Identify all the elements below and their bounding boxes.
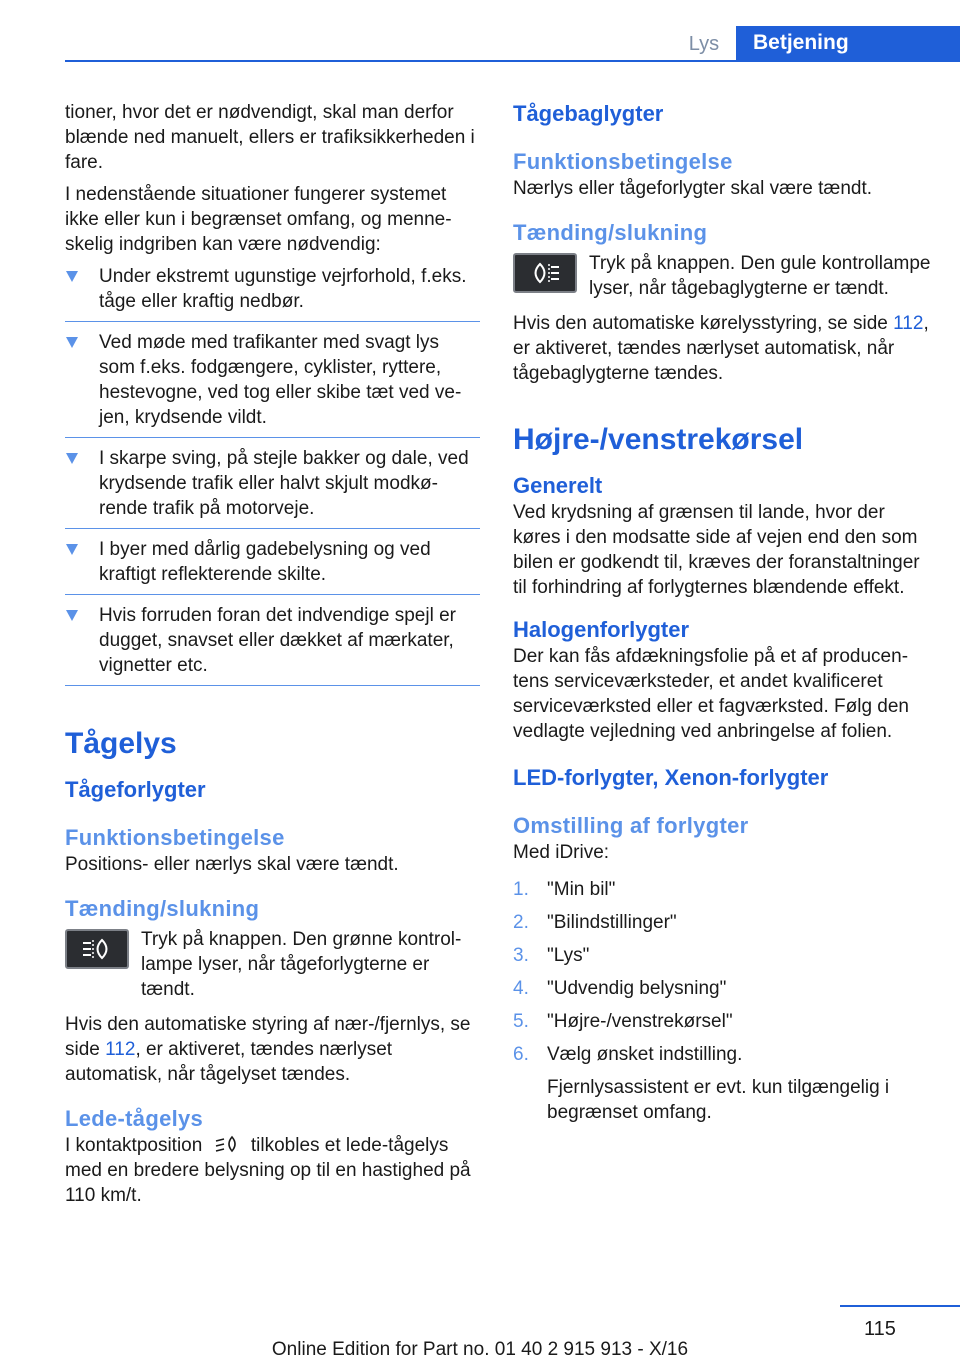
list-item: 5. "Højre-/venstrekørsel"	[513, 1011, 733, 1032]
heading-tagebaglygter: Tågebaglygter	[513, 101, 664, 126]
page-reference-link[interactable]: 112	[893, 313, 924, 334]
heading-taending: Tænding/slukning	[65, 896, 260, 921]
list-item: 2. "Bilindstillinger"	[513, 912, 677, 933]
heading-led-xenon: LED-forlygter, Xenon-forlygter	[513, 765, 829, 790]
list-item: Ved møde med trafikanter med svagt lys som f.eks. fodgængere, cyklister, ryttere, hestevogne, ved tog eller skibe tæt ved vejen, krydsende vildt.	[65, 330, 480, 438]
rear-fog-button-row	[513, 251, 933, 301]
list-item: I byer med dårlig gadebelysning og ved kraftigt reflekterende skilte.	[65, 537, 480, 595]
list-item: 3. "Lys"	[513, 945, 590, 966]
header-tab: Betjening	[736, 26, 960, 62]
list-item: 4. "Udvendig belysning"	[513, 978, 727, 999]
list-item: I skarpe sving, på stejle bakker og dale, ved krydsende trafik eller halvt skjult modkørende trafik på motorveje.	[65, 446, 480, 529]
list-item: 6. Vælg ønsket indstilling.	[513, 1044, 743, 1065]
button-description: Tryk på knappen. Den grønne kontrollampe lyser, når tågeforlygterne er tændt.	[141, 929, 462, 1000]
page-number: 115	[864, 1318, 896, 1340]
paragraph: Med iDrive:	[513, 842, 610, 863]
heading-halogenforlygter: Halogenforlygter	[513, 617, 690, 642]
heading-taending: Tænding/slukning	[513, 220, 708, 245]
heading-tageforlygter: Tågeforlygter	[65, 777, 206, 802]
heading-tagelys: Tågelys	[65, 727, 177, 760]
front-fog-light-button-image	[65, 929, 129, 969]
bullet-list	[65, 264, 480, 686]
list-item: 1. "Min bil"	[513, 879, 616, 900]
paragraph: Hvis den automatiske styring af nær-/fjernlys, se side 112, er aktiveret, tændes nærlyset automatisk, når tågelyset tændes.	[65, 1014, 471, 1085]
paragraph: Ved krydsning af grænsen til lande, hvor der køres i den modsatte side af vejen end den som bilen er godkendt til, kræves der foranstaltninger til forhindring af forlygternes blændende effekt.	[513, 502, 920, 598]
heading-generelt: Generelt	[513, 473, 603, 498]
front-fog-light-icon	[80, 937, 114, 961]
paragraph: I kontaktposition tilkobles et lede-tågelys med en bredere belysning op til en hastighed på 110 km/t.	[65, 1135, 471, 1206]
footer-rule	[840, 1305, 960, 1307]
heading-funktionsbetingelse: Funktionsbetingelse	[513, 149, 733, 174]
right-column	[513, 100, 933, 1132]
triangle-bullet-icon	[66, 337, 78, 348]
numbered-list	[513, 877, 933, 1075]
fog-button-row	[65, 927, 480, 1002]
triangle-bullet-icon	[66, 453, 78, 464]
triangle-bullet-icon	[66, 544, 78, 555]
rear-fog-light-button-image	[513, 253, 577, 293]
list-item: Under ekstremt ugunstige vejrforhold, f.eks. tåge eller kraftig nedbør.	[65, 264, 480, 322]
triangle-bullet-icon	[66, 610, 78, 621]
list-item: Hvis forruden foran det indvendige spejl er dugget, snavset eller dækket af mærkater, vignetter etc.	[65, 603, 480, 686]
paragraph: Positions- eller nærlys skal være tændt.	[65, 854, 399, 875]
paragraph: Nærlys eller tågeforlygter skal være tændt.	[513, 178, 873, 199]
triangle-bullet-icon	[66, 271, 78, 282]
list-note: Fjernlysassistent er evt. kun tilgængelig i begrænset omfang.	[547, 1077, 890, 1123]
heading-hojre-venstrekorsel: Højre-/venstrekørsel	[513, 423, 804, 456]
footer-edition: Online Edition for Part no. 01 40 2 915 913 - X/16	[271, 1339, 689, 1360]
page-reference-link[interactable]: 112	[105, 1039, 136, 1060]
heading-omstilling: Omstilling af forlygter	[513, 813, 749, 838]
button-description: Tryk på knappen. Den gule kontrollampe lyser, når tågebaglygterne er tændt.	[589, 253, 931, 299]
fog-light-switch-position-icon	[212, 1133, 242, 1155]
paragraph: Der kan fås afdækningsfolie på et af producentens serviceværksteder, et andet kvalificeret serviceværksted eller et fagværksted. Følg den vedlagte vejledning ved anbringelse af folien.	[513, 646, 909, 742]
paragraph: tioner, hvor det er nødvendigt, skal man derfor blænde ned manuelt, ellers er trafiksikkerheden i fare.	[65, 102, 475, 173]
header-section: Lys	[688, 33, 720, 55]
heading-funktionsbetingelse: Funktionsbetingelse	[65, 825, 285, 850]
rear-fog-light-icon	[528, 261, 562, 285]
paragraph: I nedenstående situationer fungerer systemet ikke eller kun i begrænset omfang, og menneskelig indgriben kan være nødvendig:	[65, 184, 452, 255]
left-column	[65, 100, 480, 1215]
paragraph: Hvis den automatiske kørelysstyring, se side 112, er aktiveret, tændes nærlyset automatisk, når tågebaglygterne tændes.	[513, 313, 929, 384]
heading-lede-tagelys: Lede-tågelys	[65, 1106, 204, 1131]
